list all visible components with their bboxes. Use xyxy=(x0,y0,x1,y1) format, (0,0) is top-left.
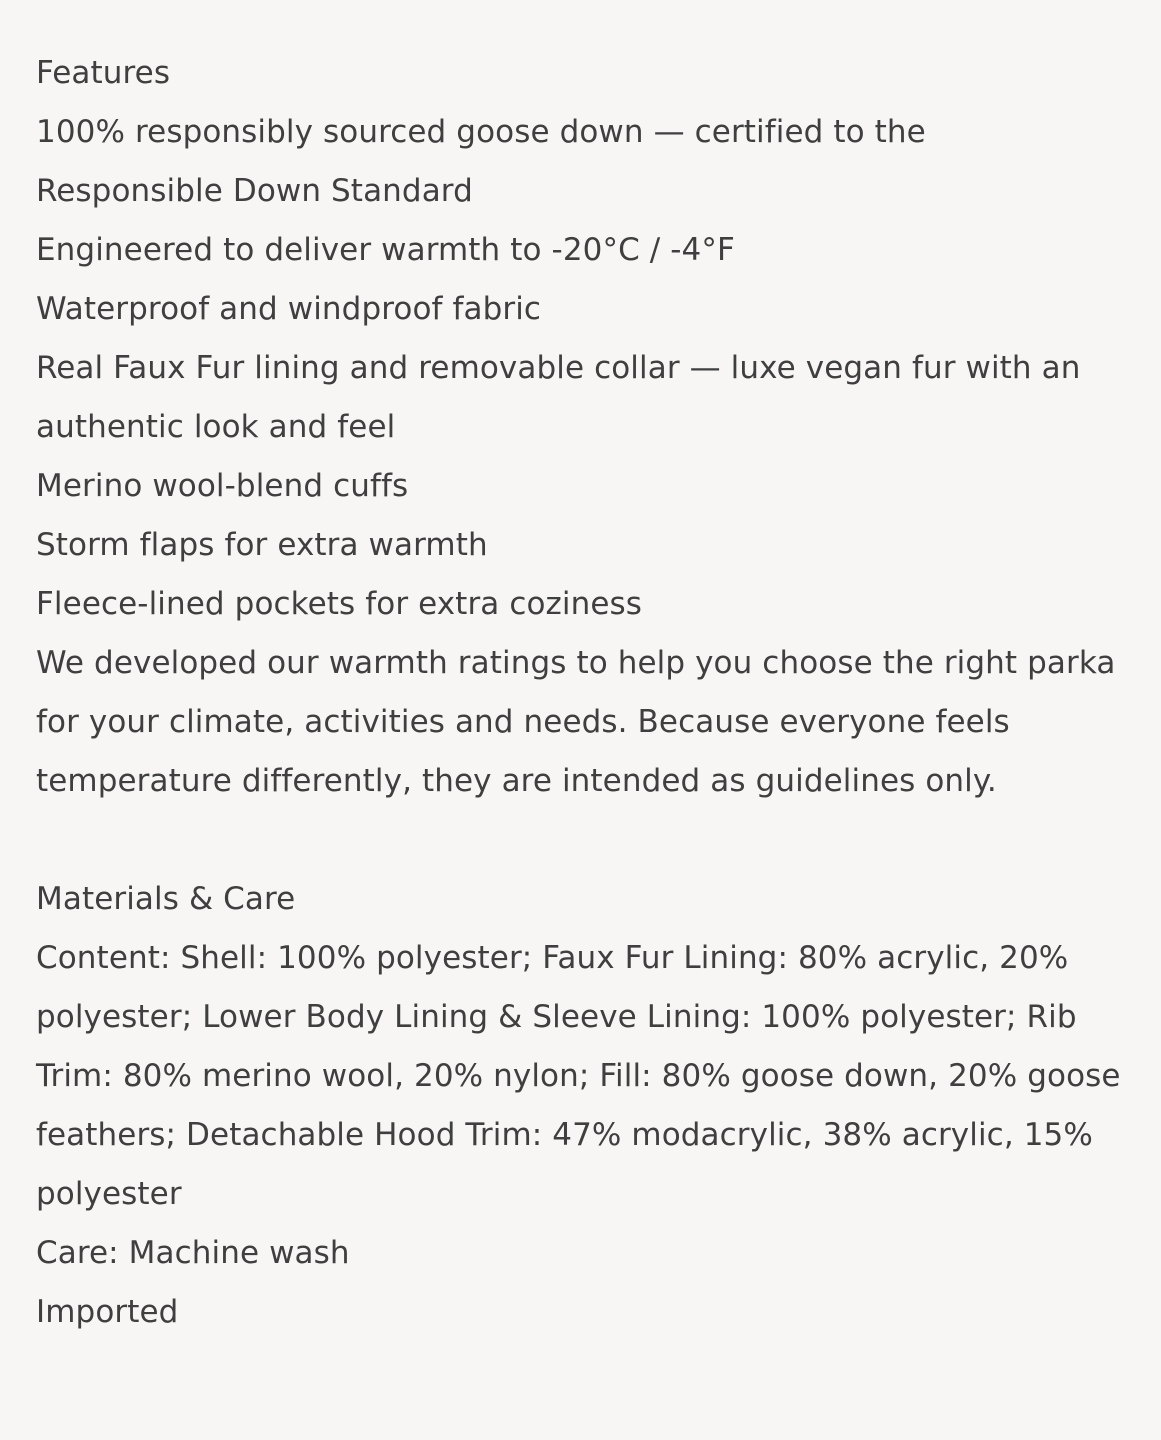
materials-care-heading: Materials & Care xyxy=(36,881,296,917)
list-item: Waterproof and windproof fabric xyxy=(36,291,542,327)
list-item: Storm flaps for extra warmth xyxy=(36,527,488,563)
materials-care-section xyxy=(36,870,1121,1342)
list-item: 100% responsibly sourced goose down — certified to the Responsible Down Standard xyxy=(36,114,926,209)
features-list xyxy=(36,103,1121,634)
material-content-line: Content: Shell: 100% polyester; Faux Fur Lining: 80% acrylic, 20% polyester; Lower Body Lining & Sleeve Lining: 100% polyester; Rib Trim: 80% merino wool, 20% nylon; Fill: 80% goose down, 20% goose feathers; Detachable Hood Trim: 47% modacrylic, 38% acrylic, 15% polyester xyxy=(36,940,1121,1212)
features-heading: Features xyxy=(36,55,171,91)
list-item: Merino wool-blend cuffs xyxy=(36,468,409,504)
list-item: Engineered to deliver warmth to -20°C / -4°F xyxy=(36,232,735,268)
list-item: Real Faux Fur lining and removable collar — luxe vegan fur with an authentic look and feel xyxy=(36,350,1081,445)
section-divider-space xyxy=(36,811,1121,870)
warmth-rating-note: We developed our warmth ratings to help you choose the right parka for your climate, activities and needs. Because everyone feels temperature differently, they are intended as guidelines only. xyxy=(36,645,1116,799)
care-instruction-line: Care: Machine wash xyxy=(36,1235,350,1271)
origin-line: Imported xyxy=(36,1294,179,1330)
features-section xyxy=(36,44,1121,811)
list-item: Fleece-lined pockets for extra coziness xyxy=(36,586,643,622)
materials-care-list xyxy=(36,929,1121,1342)
